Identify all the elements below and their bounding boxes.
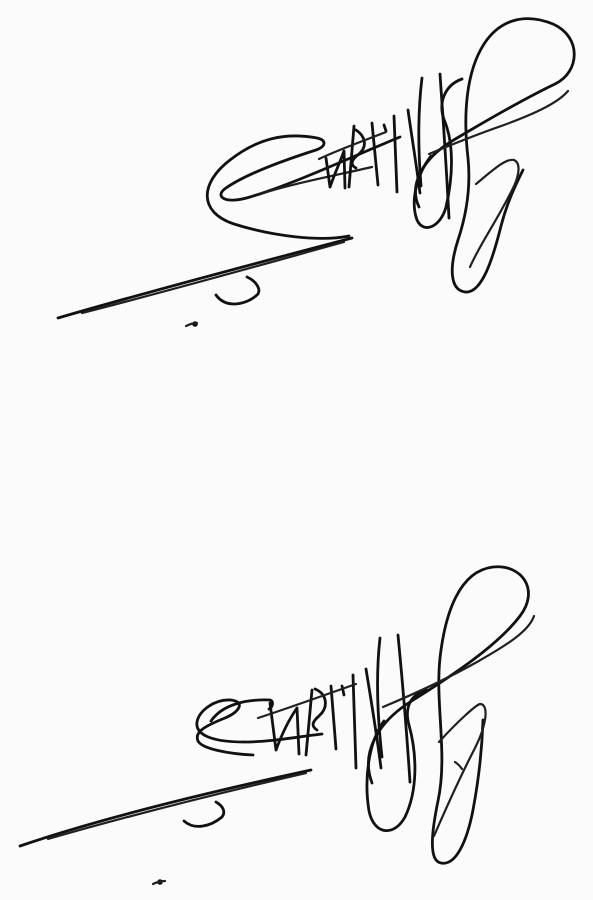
signature-left-upper-loop	[211, 700, 273, 721]
signature-middle-strokes	[270, 635, 410, 782]
signature-large-right-loop	[368, 567, 528, 863]
signature-left-flourish	[207, 136, 400, 238]
signature-right-tiny-hook	[455, 762, 462, 769]
signature-underline-stroke-echo	[48, 773, 306, 839]
signature-right-upper-thin-curve	[383, 616, 534, 707]
signature-right-inner-loop	[414, 79, 462, 228]
signature-small-bottom-curve	[184, 802, 224, 826]
handwritten-signature-bottom	[0, 450, 593, 900]
signature-small-bottom-curve	[216, 277, 259, 304]
signature-underline-stroke	[58, 238, 352, 318]
signature-middle-strokes	[326, 74, 449, 218]
signature-underline-stroke-echo	[82, 242, 344, 313]
signature-left-flourish	[197, 700, 322, 755]
signature-large-right-loop	[415, 19, 574, 292]
signature-right-upper-thin-curve	[429, 91, 568, 154]
signature-left-loop-accent	[258, 167, 372, 195]
signature-specimen-bottom	[0, 450, 593, 900]
